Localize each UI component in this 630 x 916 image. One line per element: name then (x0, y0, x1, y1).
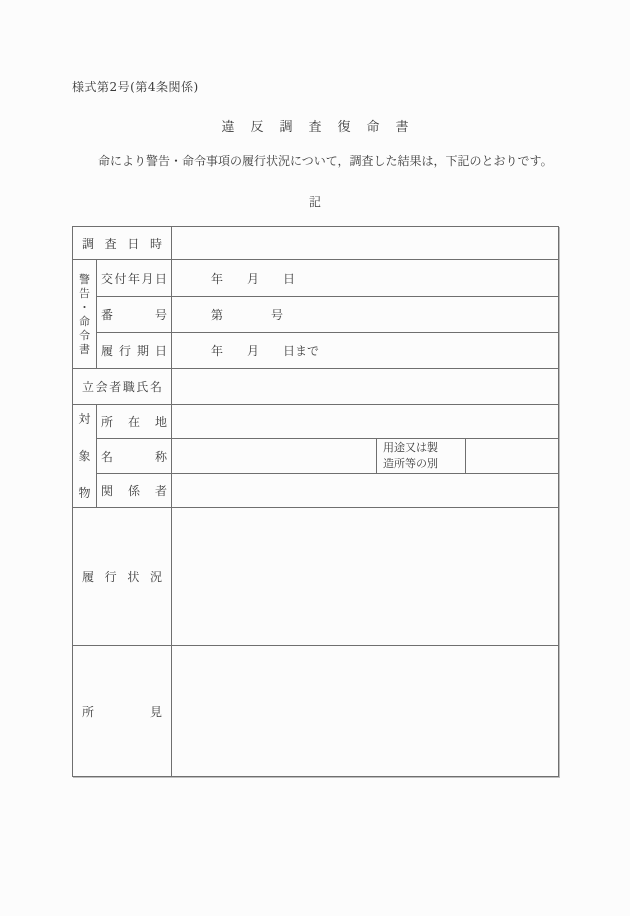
vertical-char: 物 (78, 486, 91, 500)
row-location (73, 405, 559, 439)
related-person-value-cell (172, 474, 559, 508)
fulfillment-status-label: 履行状況 (73, 508, 172, 646)
deadline-label: 履行期日 (97, 333, 172, 369)
vertical-char: 令 (79, 328, 90, 342)
ki-heading: 記 (308, 195, 321, 209)
survey-datetime-value-cell (172, 227, 559, 260)
location-label: 所在地 (97, 405, 172, 439)
row-witness (73, 369, 559, 405)
witness-value-cell (172, 369, 559, 405)
number-label: 番号 (97, 297, 172, 333)
survey-datetime-label: 調査日時 (73, 227, 172, 260)
vertical-char: 対 (78, 412, 91, 426)
row-fulfillment-status (73, 508, 559, 646)
usage-type-label-line: 造所等の別 (383, 457, 439, 470)
row-survey-datetime (73, 227, 559, 260)
row-deadline (73, 333, 559, 369)
findings-label: 所見 (73, 646, 172, 777)
location-value-cell (172, 405, 559, 439)
issue-date-label: 交付年月日 (97, 260, 172, 297)
warning-order-group-label (73, 260, 97, 369)
issue-date-value-cell: 年 月 日 (172, 260, 559, 297)
row-issue-date (73, 260, 559, 297)
form-number: 様式第2号(第4条関係) (72, 80, 199, 94)
vertical-char: 命 (79, 314, 90, 328)
related-person-label: 関係者 (97, 474, 172, 508)
deadline-value-cell: 年 月 日まで (172, 333, 559, 369)
vertical-char: 警 (79, 272, 90, 286)
vertical-char: 告 (79, 286, 90, 300)
vertical-char: 象 (78, 449, 91, 463)
witness-label: 立会者職氏名 (73, 369, 172, 405)
fulfillment-status-value-cell (172, 508, 559, 646)
warning-order-vertical-text (73, 260, 96, 368)
row-related-person (73, 474, 559, 508)
investigation-form-table (72, 226, 559, 777)
name-label: 名称 (97, 439, 172, 474)
vertical-char: 書 (79, 342, 90, 356)
row-name (73, 439, 559, 474)
body-sentence: 命により警告・命令事項の履行状況について，調査した結果は，下記のとおりです。 (98, 154, 553, 168)
target-object-group-label (73, 405, 97, 508)
usage-type-label (377, 439, 466, 474)
document-title: 違反調査復命書 (221, 120, 425, 135)
vertical-char: ・ (79, 300, 90, 314)
row-number (73, 297, 559, 333)
row-findings (73, 646, 559, 777)
name-value-cell (172, 439, 377, 474)
findings-value-cell (172, 646, 559, 777)
number-value-cell: 第 号 (172, 297, 559, 333)
target-object-vertical-text (73, 405, 96, 507)
usage-type-value-cell (466, 439, 559, 474)
usage-type-label-line: 用途又は製 (383, 441, 439, 454)
